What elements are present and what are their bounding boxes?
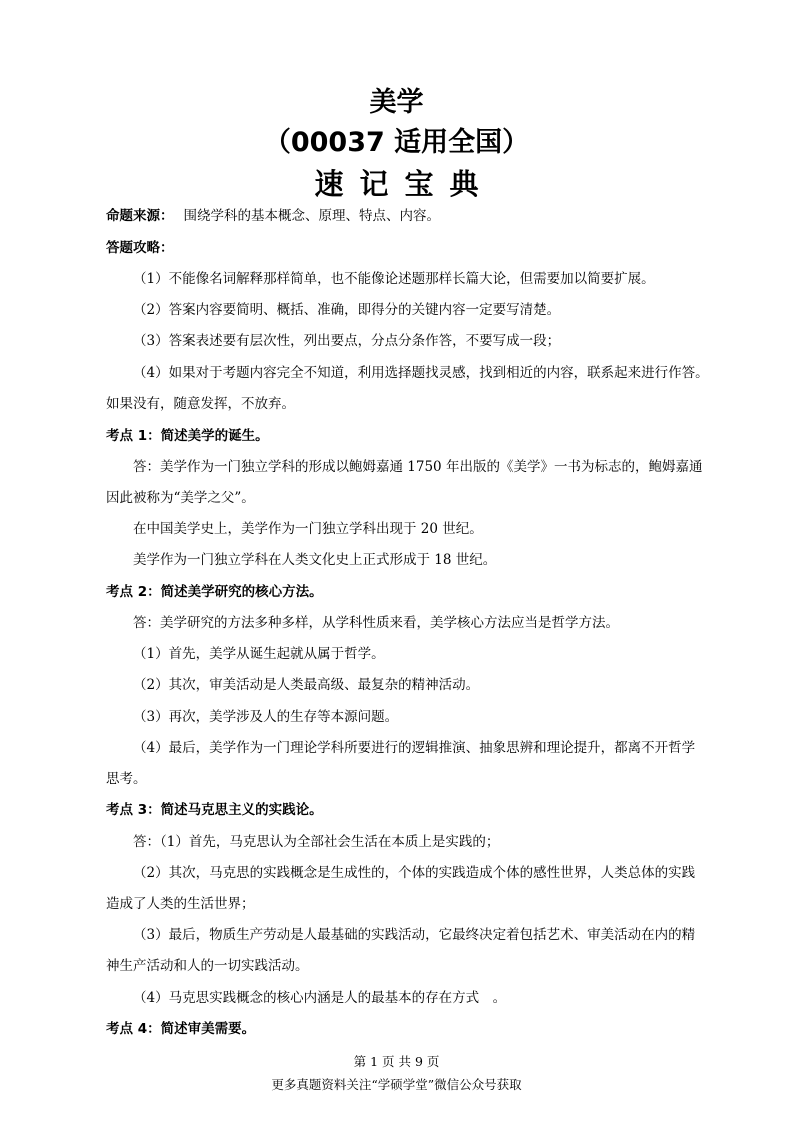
point-title: 考点 1：简述美学的诞生。: [106, 428, 269, 444]
strategy-item-continued: 如果没有，随意发挥，不放弃。: [106, 396, 295, 412]
source-line: [106, 207, 793, 225]
point-title: 考点 2：简述美学研究的核心方法。: [106, 584, 323, 600]
source-text: 围绕学科的基本概念、原理、特点、内容。: [183, 208, 440, 224]
source-label: 命题来源：: [106, 208, 174, 224]
point-line: （2）其次，马克思的实践概念是生成性的，个体的实践造成个体的感性世界，人类总体的实践: [133, 865, 696, 881]
point-line: 答：美学作为一门独立学科的形成以鲍姆嘉通 1750 年出版的《美学》一书为标志的，鲍姆嘉通: [133, 459, 703, 475]
point-line: 在中国美学史上，美学作为一门独立学科出现于 20 世纪。: [133, 521, 483, 537]
footer-note: 更多真题资料关注“学硕学堂”微信公众号获取: [271, 1077, 522, 1092]
doc-heading: 速记宝典: [314, 167, 495, 201]
doc-subtitle: （00037 适用全国）: [263, 127, 530, 158]
point-line: 美学作为一门独立学科在人类文化史上正式形成于 18 世纪。: [133, 552, 497, 568]
point-line: 神生产活动和人的一切实践活动。: [106, 958, 309, 974]
point-line: （1）首先，美学从诞生起就从属于哲学。: [133, 646, 385, 662]
strategy-item: （4）如果对于考题内容完全不知道，利用选择题找灵感，找到相近的内容，联系起来进行作答。: [133, 365, 709, 381]
strategy-item: （1）不能像名词解释那样简单，也不能像论述题那样长篇大论，但需要加以简要扩展。: [133, 271, 655, 287]
point-line: （3）最后，物质生产劳动是人最基础的实践活动，它最终决定着包括艺术、审美活动在内的精: [133, 927, 696, 943]
doc-title: 美学: [369, 87, 424, 118]
strategy-label: 答题攻略：: [106, 240, 174, 256]
point-line: （3）再次，美学涉及人的生存等本源问题。: [133, 709, 399, 725]
strategy-item: （3）答案表述要有层次性，列出要点，分点分条作答，不要写成一段；: [133, 333, 561, 349]
point-line: （4）最后，美学作为一门理论学科所要进行的逻辑推演、抽象思辨和理论提升，都离不开哲学: [133, 740, 696, 756]
point-title: 考点 3：简述马克思主义的实践论。: [106, 802, 323, 818]
point-line: （2）其次，审美活动是人类最高级、最复杂的精神活动。: [133, 677, 480, 693]
point-line: 造成了人类的生活世界；: [106, 896, 255, 912]
point-title: 考点 4：简述审美需要。: [106, 1021, 256, 1037]
point-line: 答：美学研究的方法多种多样，从学科性质来看，美学核心方法应当是哲学方法。: [133, 615, 619, 631]
point-line: 因此被称为“美学之父”。: [106, 490, 255, 506]
point-line: 答：（1）首先，马克思认为全部社会生活在本质上是实践的；: [133, 834, 500, 850]
point-line: （4）马克思实践概念的核心内涵是人的最基本的存在方式 。: [133, 990, 507, 1006]
strategy-item: （2）答案内容要简明、概括、准确，即得分的关键内容一定要写清楚。: [133, 302, 561, 318]
page-number: 第 1 页 共 9 页: [353, 1054, 440, 1069]
point-line: 思考。: [106, 771, 147, 787]
